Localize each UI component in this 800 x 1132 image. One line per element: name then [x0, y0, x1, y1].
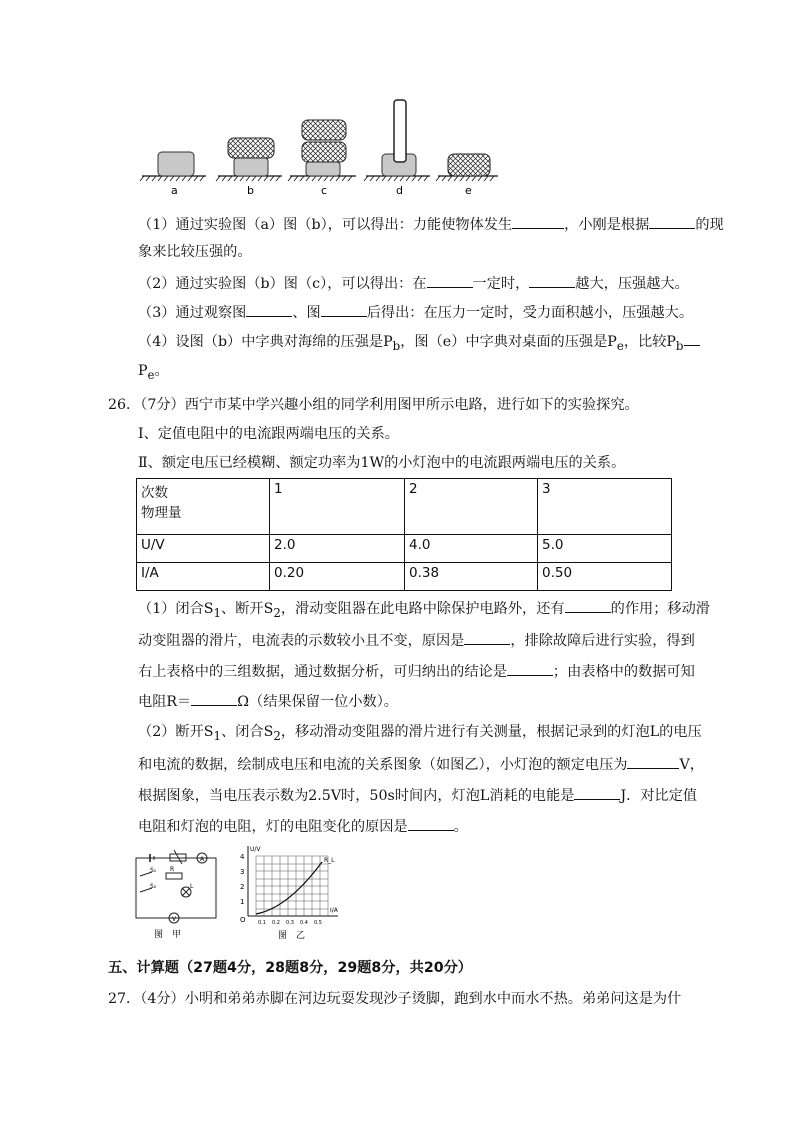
q26-heading: 26．（7分）西宁市某中学兴趣小组的同学利用图甲所示电路，进行如下的实验探究。	[108, 397, 639, 413]
svg-text:0.3: 0.3	[286, 920, 294, 926]
svg-text:L: L	[190, 883, 194, 890]
q26-sub2-line3: 根据图象，当电压表示数为2.5V时，50s时间内，灯泡L消耗的电能是 J．对比定值	[138, 785, 697, 805]
dictionary-b	[228, 138, 274, 158]
fig-jia-caption: 图 甲	[154, 930, 182, 940]
svg-text:0.4: 0.4	[300, 920, 308, 926]
answer-blank[interactable]	[464, 630, 510, 645]
data-table	[136, 478, 672, 591]
sponge-a	[158, 152, 194, 176]
answer-blank[interactable]	[408, 816, 454, 831]
circuit-diagram-jia	[130, 848, 236, 940]
svg-text:0.2: 0.2	[272, 920, 280, 926]
q26-sub1-line1: （1）闭合$S_1$、断开$S_2$，滑动变阻器在此电路中除保护电路外，还有 的作用；移动滑	[138, 598, 710, 622]
q25-part4-line2: $P_e$。	[138, 363, 169, 382]
q26-item2: Ⅱ、额定电压已经模糊、额定功率为1W的小灯泡中的电流跟两端电压的关系。	[138, 455, 626, 471]
svg-text:R_L: R_L	[324, 857, 335, 864]
table-row: U/V 2.0 4.0 5.0	[137, 535, 672, 563]
svg-text:1: 1	[240, 898, 245, 906]
svg-text:4: 4	[240, 853, 245, 861]
q25-part1-line2: 象来比较压强的。	[138, 244, 252, 260]
q25-part1-line1: （1）通过实验图（a）图（b），可以得出：力能使物体发生 ，小刚是根据 的现	[138, 214, 724, 234]
q26-item1: Ⅰ、定值电阻中的电流跟两端电压的关系。	[138, 426, 399, 442]
ui-graph-yi	[238, 842, 356, 940]
q26-sub2-line1: （2）断开$S_1$、闭合$S_2$，移动滑动变阻器的滑片进行有关测量，根据记录到的灯泡L的电压	[138, 724, 702, 743]
table-header-col: 2	[405, 479, 538, 535]
answer-blank[interactable]	[191, 691, 237, 706]
answer-blank[interactable]	[649, 214, 695, 229]
svg-text:O: O	[240, 916, 246, 924]
fig-yi-caption: 图 乙	[278, 931, 306, 940]
label-e: e	[465, 184, 472, 197]
answer-blank[interactable]	[627, 754, 679, 769]
answer-blank[interactable]	[246, 302, 292, 317]
svg-text:S₂: S₂	[150, 883, 157, 890]
svg-text:S₁: S₁	[150, 867, 157, 874]
q25-part3: （3）通过观察图 、图 后得出：在压力一定时，受力面积越小，压强越大。	[138, 302, 693, 322]
svg-text:0.1: 0.1	[258, 920, 266, 926]
table-row: I/A 0.20 0.38 0.50	[137, 563, 672, 591]
answer-blank[interactable]	[684, 331, 700, 346]
table-header-col: 3	[538, 479, 672, 535]
svg-text:2: 2	[240, 883, 245, 891]
svg-text:V: V	[172, 916, 177, 923]
upright-dictionary-d	[394, 100, 406, 162]
answer-blank[interactable]	[529, 273, 575, 288]
dictionary-e	[448, 154, 490, 176]
svg-text:U/V: U/V	[250, 846, 261, 853]
table-header-col: 1	[270, 479, 405, 535]
label-b: b	[247, 184, 254, 197]
label-a: a	[171, 184, 178, 197]
q27-text: 27．（4分）小明和弟弟赤脚在河边玩耍发现沙子烫脚，跑到水中而水不热。弟弟问这是为什	[108, 991, 682, 1007]
label-d: d	[396, 184, 403, 197]
section-5-heading: 五、计算题（27题4分，28题8分，29题8分，共20分）	[108, 960, 472, 976]
svg-text:A: A	[200, 856, 205, 863]
q26-sub2-line4: 电阻和灯泡的电阻，灯的电阻变化的原因是 。	[138, 816, 468, 836]
svg-text:0.5: 0.5	[314, 920, 322, 926]
q25-part2: （2）通过实验图（b）图（c），可以得出：在 一定时， 越大，压强越大。	[138, 273, 689, 293]
label-c: c	[321, 184, 328, 197]
svg-text:3: 3	[240, 868, 245, 876]
answer-blank[interactable]	[507, 661, 553, 676]
answer-blank[interactable]	[512, 214, 564, 229]
pressure-experiment-figure	[138, 96, 498, 200]
svg-text:R: R	[170, 866, 175, 873]
answer-blank[interactable]	[427, 273, 473, 288]
answer-blank[interactable]	[574, 785, 620, 800]
table-header-cell: 次数 物理量	[137, 479, 270, 535]
q26-sub1-line3: 右上表格中的三组数据，通过数据分析，可归纳出的结论是 ；由表格中的数据可知	[138, 661, 695, 681]
answer-blank[interactable]	[565, 598, 611, 613]
q26-sub1-line2: 动变阻器的滑片，电流表的示数较小且不变，原因是 ，排除故障后进行实验，得到	[138, 630, 695, 650]
q26-sub2-line2: 和电流的数据，绘制成电压和电流的关系图象（如图乙），小灯泡的额定电压为 V，	[138, 754, 704, 774]
answer-blank[interactable]	[321, 302, 367, 317]
q26-sub1-line4: 电阻R＝ Ω（结果保留一位小数）。	[138, 691, 398, 711]
q25-part4-line1: （4）设图（b）中字典对海绵的压强是$P_b$，图（e）中字典对桌面的压强是$P_e$，比较$P_b$	[138, 331, 700, 355]
svg-text:I/A: I/A	[330, 907, 338, 914]
